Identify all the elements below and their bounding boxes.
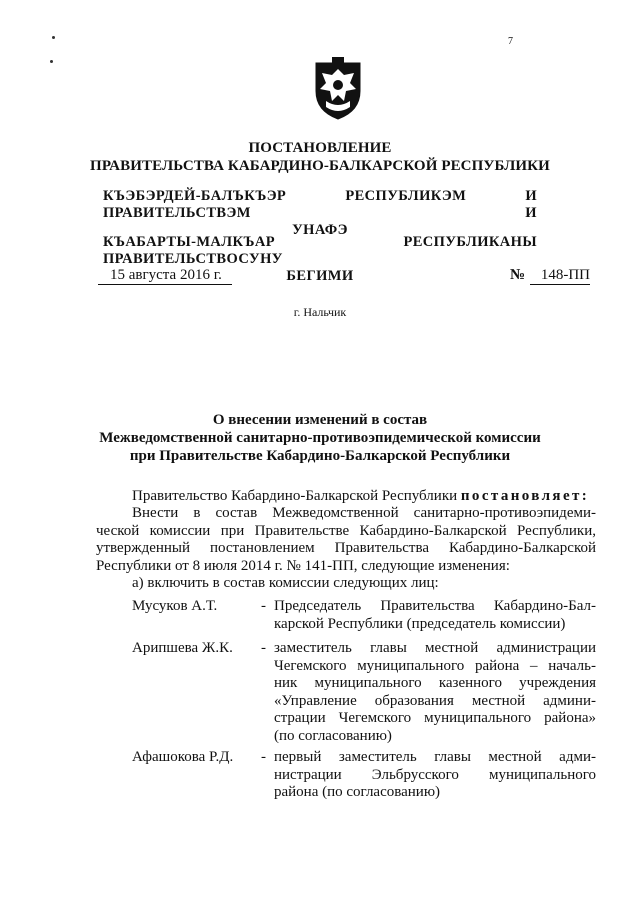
decree-date-line: [98, 267, 232, 285]
city: г. Нальчик: [293, 305, 347, 319]
member-position-line: заместитель главы местной администрации: [274, 640, 596, 656]
para-line4: Республики от 8 июля 2014 г. № 141-ПП, следующие изменения:: [96, 557, 510, 574]
member-position-line: района (по согласованию): [274, 784, 441, 800]
member-position: [274, 749, 596, 802]
intro-paragraph: [132, 488, 589, 506]
kabardian-title-line1: КЪЭБЭРДЕЙ-БАЛЪКЪЭР РЕСПУБЛИКЭМ И ПРАВИТЕЛЬСТВЭМ И: [103, 188, 537, 221]
member-position-line: первый заместитель главы местной адми-: [274, 749, 596, 765]
member-position-line: Председатель Правительства Кабардино-Бал-: [274, 598, 596, 614]
member-position-line: нистрации Эльбрусского муниципального: [274, 766, 596, 783]
member-position-line: страции Чегемского муниципального района»: [274, 710, 596, 726]
scan-speck: [52, 36, 55, 39]
kabardian-title: [0, 188, 640, 239]
member-dash: -: [261, 640, 266, 656]
decree-number: 148-ПП: [530, 267, 590, 285]
decree-date: 15 августа 2016 г.: [110, 267, 222, 283]
member-dash: -: [261, 749, 266, 765]
para-line1: Внести в состав Межведомственной санитарно-противоэпидеми-: [132, 505, 596, 521]
member-name: Мусуков А.Т.: [132, 598, 218, 614]
member-position-line: Чегемского муниципального района – началь-: [274, 657, 596, 674]
member-position: [274, 640, 596, 745]
amendment-paragraph: [96, 505, 596, 575]
number-label: №: [510, 267, 526, 283]
member-position: [274, 598, 596, 633]
member-position-line: карской Республики (председатель комиссии): [274, 615, 566, 632]
coat-of-arms-emblem: [310, 55, 366, 121]
member-position-line: (по согласованию): [274, 727, 392, 744]
member-position-line: «Управление образования местной админи-: [274, 692, 596, 709]
member-dash: -: [261, 598, 266, 614]
member-name: Арипшева Ж.К.: [132, 640, 233, 656]
subject-line2: Межведомственной санитарно-противоэпидемической комиссии: [99, 430, 541, 446]
item-a: а) включить в состав комиссии следующих лиц:: [132, 575, 439, 591]
balkar-title-line1: КЪАБАРТЫ-МАЛКЪАР РЕСПУБЛИКАНЫ ПРАВИТЕЛЬСТВОСУНУ: [103, 234, 537, 267]
decree-word: постановляет:: [460, 488, 590, 504]
member-position-line: ник муниципального казенного учреждения: [274, 675, 596, 691]
member-name: Афашокова Р.Д.: [132, 749, 234, 765]
subject-line3: при Правительстве Кабардино-Балкарской Республики: [129, 448, 511, 464]
doc-type-title: ПОСТАНОВЛЕНИЕ: [248, 140, 392, 156]
intro-text: Правительство Кабардино-Балкарской Республики: [132, 488, 458, 504]
government-title: ПРАВИТЕЛЬСТВА КАБАРДИНО-БАЛКАРСКОЙ РЕСПУБЛИКИ: [90, 158, 550, 174]
para-line2: ческой комиссии при Правительстве Кабардино-Балкарской Республики,: [96, 522, 596, 539]
subject-line1: О внесении изменений в состав: [212, 412, 428, 428]
kabardian-title-line2: УНАФЭ: [292, 222, 348, 238]
balkar-title-line2: БЕГИМИ: [286, 268, 354, 284]
para-line3: утвержденный постановлением Правительства Кабардино-Балкарской: [96, 540, 596, 556]
corner-mark: 7: [508, 36, 513, 47]
scan-speck: [50, 60, 53, 63]
